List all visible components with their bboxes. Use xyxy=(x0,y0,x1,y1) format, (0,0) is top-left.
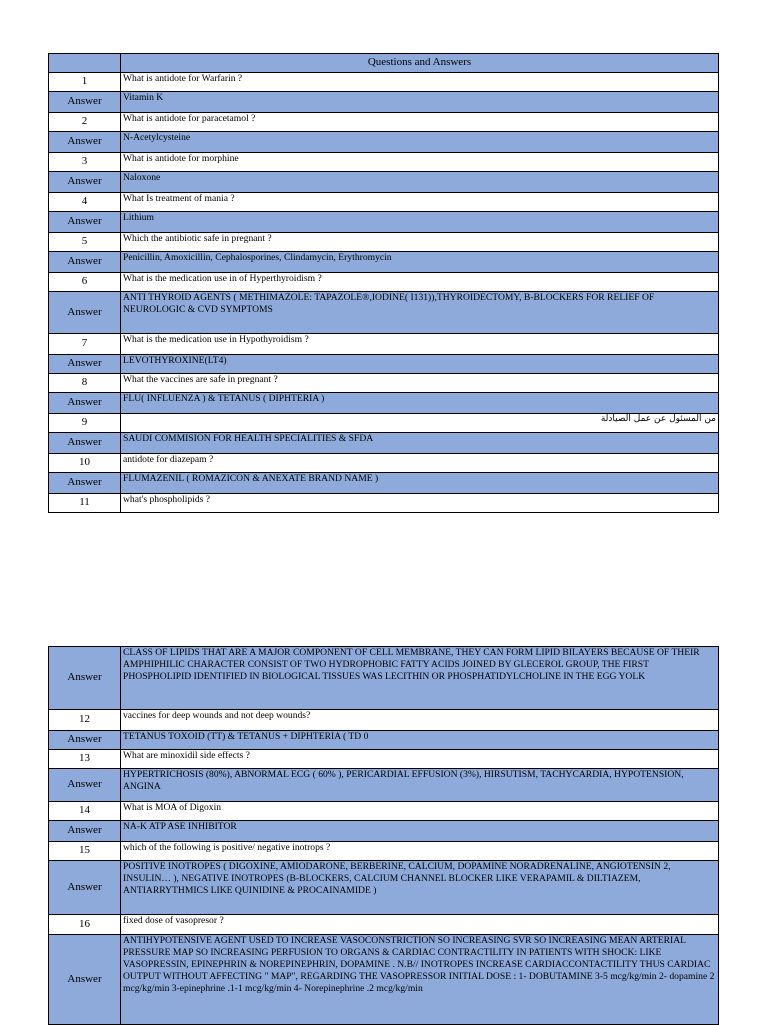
question-text: Which the antibiotic safe in pregnant ? xyxy=(121,233,719,252)
question-row xyxy=(49,750,719,769)
answer-label: Answer xyxy=(49,433,121,454)
qa-table-bottom xyxy=(48,646,719,1025)
question-number: 4 xyxy=(49,193,121,212)
answer-row xyxy=(49,473,719,494)
answer-label: Answer xyxy=(49,393,121,414)
answer-row xyxy=(49,731,719,750)
answer-text: NA-K ATP ASE INHIBITOR xyxy=(121,821,719,842)
answer-label: Answer xyxy=(49,355,121,374)
answer-label: Answer xyxy=(49,935,121,1025)
question-row xyxy=(49,374,719,393)
question-row xyxy=(49,454,719,473)
answer-label: Answer xyxy=(49,821,121,842)
question-text: What is antidote for Warfarin ? xyxy=(121,73,719,92)
answer-text: LEVOTHYROXINE(LT4) xyxy=(121,355,719,374)
answer-row xyxy=(49,252,719,273)
answer-label: Answer xyxy=(49,647,121,710)
question-row xyxy=(49,842,719,861)
answer-label: Answer xyxy=(49,212,121,233)
question-text: what's phospholipids ? xyxy=(121,494,719,513)
answer-text: FLUMAZENIL ( ROMAZICON & ANEXATE BRAND NAME ) xyxy=(121,473,719,494)
question-text: fixed dose of vasopresor ? xyxy=(121,915,719,935)
answer-row xyxy=(49,212,719,233)
answer-row xyxy=(49,132,719,153)
question-number: 9 xyxy=(49,414,121,433)
answer-row xyxy=(49,821,719,842)
answer-text: Naloxone xyxy=(121,172,719,193)
question-number: 12 xyxy=(49,710,121,731)
question-number: 13 xyxy=(49,750,121,769)
question-row xyxy=(49,710,719,731)
question-row xyxy=(49,915,719,935)
question-number: 15 xyxy=(49,842,121,861)
question-number: 8 xyxy=(49,374,121,393)
question-text: What is the medication use in Hypothyroidism ? xyxy=(121,334,719,355)
answer-label: Answer xyxy=(49,731,121,750)
answer-label: Answer xyxy=(49,861,121,915)
question-text: What are minoxidil side effects ? xyxy=(121,750,719,769)
table-title: Questions and Answers xyxy=(121,54,719,73)
question-row xyxy=(49,802,719,821)
answer-row xyxy=(49,861,719,915)
answer-text: ANTIHYPOTENSIVE AGENT USED TO INCREASE VASOCONSTRICTION SO INCREASING SVR SO INCREASING MEAN ARTERIAL PRESSURE MAP SO INCREASING PERFUSION TO ORGANS & CARDIAC CONTRACTILITY IN PATIENTS WITH SHOCK: LIKE VASOPRESSIN, EPINEPHRIN & NOREPINEPHRIN, DOPAMINE . N.B// INOTROPES INCREASE CARDIACCONTACTILITY THUS CARDIAC OUTPUT WITHOUT AFFECTING " MAP", REGARDING THE VASOPRESSOR INITIAL DOSE : 1- DOBUTAMINE 3-5 mcg/kg/min 2- dopamine 2 mcg/kg/min 3-epinephrine .1-1 mcg/kg/min 4- Norepinephrine .2 mcg/kg/min xyxy=(121,935,719,1025)
question-number: 16 xyxy=(49,915,121,935)
question-row xyxy=(49,334,719,355)
question-text: What is antidote for paracetamol ? xyxy=(121,113,719,132)
question-number: 1 xyxy=(49,73,121,92)
answer-row xyxy=(49,172,719,193)
answer-text: POSITIVE INOTROPES ( DIGOXINE, AMIODARONE, BERBERINE, CALCIUM, DOPAMINE NORADRENALINE, ANGIOTENSIN 2, INSULIN… ), NEGATIVE INOTROPES (B-BLOCKERS, CALCIUM CHANNEL BLOCKER LIKE VERAPAMIL & DILTIAZEM, ANTIARRYTHMICS LIKE QUINIDINE & PROCAINAMIDE ) xyxy=(121,861,719,915)
question-number: 11 xyxy=(49,494,121,513)
answer-label: Answer xyxy=(49,172,121,193)
answer-text: Vitamin K xyxy=(121,92,719,113)
question-number: 6 xyxy=(49,273,121,292)
answer-label: Answer xyxy=(49,132,121,153)
answer-row xyxy=(49,769,719,802)
header-blank-cell xyxy=(49,54,121,73)
question-text: antidote for diazepam ? xyxy=(121,454,719,473)
answer-row xyxy=(49,433,719,454)
answer-text: Penicillin, Amoxicillin, Cephalosporines, Clindamycin, Erythromycin xyxy=(121,252,719,273)
answer-text: FLU( INFLUENZA ) & TETANUS ( DIPHTERIA ) xyxy=(121,393,719,414)
question-text: What is antidote for morphine xyxy=(121,153,719,172)
question-row xyxy=(49,233,719,252)
answer-text: ANTI THYROID AGENTS ( METHIMAZOLE: TAPAZOLE®,IODINE( I131)),THYROIDECTOMY, B-BLOCKERS FOR RELIEF OF NEUROLOGIC & CVD SYMPTOMS xyxy=(121,292,719,334)
answer-text: SAUDI COMMISION FOR HEALTH SPECIALITIES & SFDA xyxy=(121,433,719,454)
question-row xyxy=(49,414,719,433)
question-row xyxy=(49,193,719,212)
answer-row xyxy=(49,935,719,1025)
question-text: which of the following is positive/ negative inotrops ? xyxy=(121,842,719,861)
answer-text: N-Acetylcysteine xyxy=(121,132,719,153)
question-number: 5 xyxy=(49,233,121,252)
answer-label: Answer xyxy=(49,473,121,494)
question-row xyxy=(49,113,719,132)
question-number: 2 xyxy=(49,113,121,132)
question-row xyxy=(49,153,719,172)
question-number: 3 xyxy=(49,153,121,172)
question-row xyxy=(49,494,719,513)
answer-row xyxy=(49,647,719,710)
answer-text: CLASS OF LIPIDS THAT ARE A MAJOR COMPONENT OF CELL MEMBRANE, THEY CAN FORM LIPID BILAYERS BECAUSE OF THEIR AMPHIPHILIC CHARACTER CONSIST OF TWO HYDROPHOBIC FATTY ACIDS JOINED BY GLECEROL GROUP, THE FIRST PHOSPHOLIPID IDENTIFIED IN BIOLOGICAL TISSUES WAS LECITHIN OR PHOSPHATIDYLCHOLINE IN THE EGG YOLK xyxy=(121,647,719,710)
answer-text: TETANUS TOXOID (TT) & TETANUS + DIPHTERIA ( TD 0 xyxy=(121,731,719,750)
question-text: What the vaccines are safe in pregnant ? xyxy=(121,374,719,393)
answer-row xyxy=(49,92,719,113)
question-number: 14 xyxy=(49,802,121,821)
answer-row xyxy=(49,393,719,414)
answer-row xyxy=(49,292,719,334)
question-number: 10 xyxy=(49,454,121,473)
qa-table-top xyxy=(48,53,719,513)
answer-label: Answer xyxy=(49,252,121,273)
question-row xyxy=(49,73,719,92)
question-text: What is the medication use in of Hyperthyroidism ? xyxy=(121,273,719,292)
answer-label: Answer xyxy=(49,292,121,334)
answer-row xyxy=(49,355,719,374)
answer-label: Answer xyxy=(49,92,121,113)
answer-text: Lithium xyxy=(121,212,719,233)
answer-label: Answer xyxy=(49,769,121,802)
question-number: 7 xyxy=(49,334,121,355)
table-header-row xyxy=(49,54,719,73)
question-text: What Is treatment of mania ? xyxy=(121,193,719,212)
question-text: What is MOA of Digoxin xyxy=(121,802,719,821)
question-text: vaccines for deep wounds and not deep wounds? xyxy=(121,710,719,731)
question-row xyxy=(49,273,719,292)
question-text: من المسئول عن عمل الصيادلة xyxy=(121,414,719,433)
answer-text: HYPERTRICHOSIS (80%), ABNORMAL ECG ( 60% ), PERICARDIAL EFFUSION (3%), HIRSUTISM, TACHYCARDIA, HYPOTENSION, ANGINA xyxy=(121,769,719,802)
